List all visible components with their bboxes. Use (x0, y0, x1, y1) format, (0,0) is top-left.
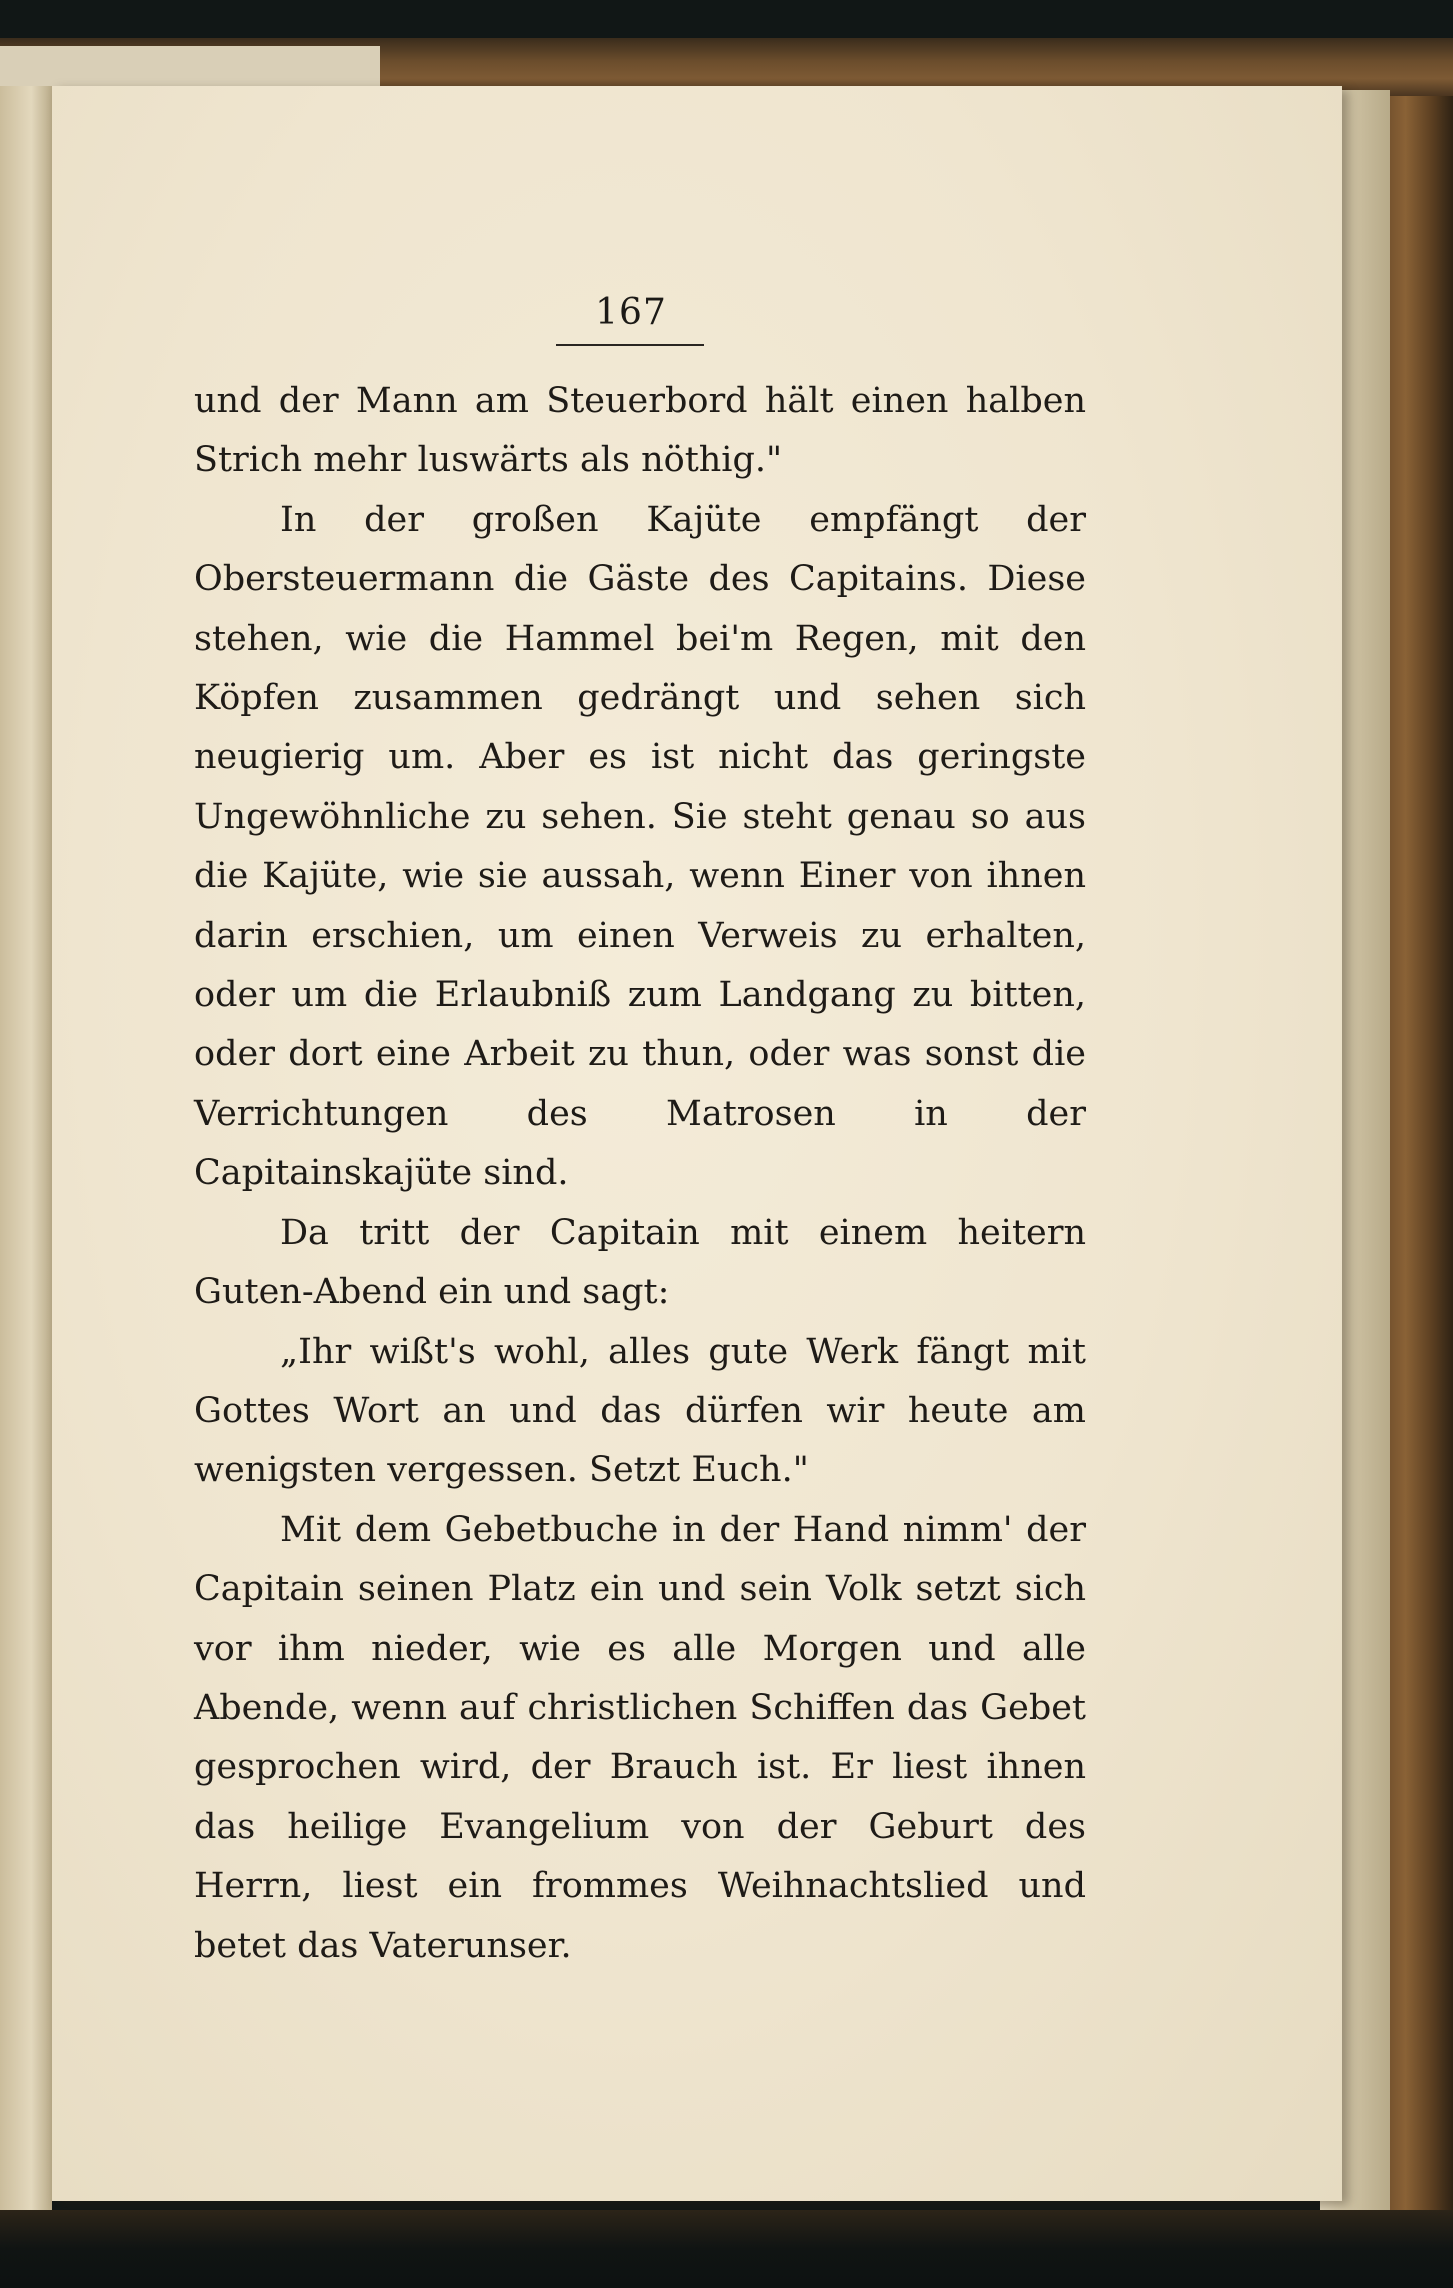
binding-tape (0, 46, 380, 88)
body-text (194, 372, 1086, 1976)
book-cover-edge (1380, 40, 1453, 2240)
paragraph-2: In der großen Kajüte empfängt der Obersteuermann die Gäste des Capitains. Diese stehen, wie die Hammel bei'm Regen, mit den Köpfen zusammen gedrängt und sehen sich neugierig um. Aber es ist nicht das geringste Ungewöhnliche zu sehen. Sie steht genau so aus die Kajüte, wie sie aussah, wenn Einer von ihnen darin erschien, um einen Verweis zu erhalten, oder um die Erlaubniß zum Landgang zu bitten, oder dort eine Arbeit zu thun, oder was sonst die Verrichtungen des Matrosen in der Capitainskajüte sind. (194, 499, 1086, 1194)
page-number-rule (556, 344, 704, 346)
book-bottom-edge (0, 2210, 1453, 2288)
paragraph-1: und der Mann am Steuerbord hält einen halben Strich mehr luswärts als nöthig." (194, 381, 1086, 481)
facing-page-strip (0, 86, 52, 2216)
paragraph-3: Da tritt der Capitain mit einem heitern Guten-Abend ein und sagt: (194, 1212, 1086, 1313)
paragraph-5: Mit dem Gebetbuche in der Hand nimm' der Capitain seinen Platz ein und sein Volk setzt sich vor ihm nieder, wie es alle Morgen und alle Abende, wenn auf christlichen Schiffen das Gebet gesprochen wird, der Brauch ist. Er liest ihnen das heilige Evangelium von der Geburt des Herrn, liest ein frommes Weihnachtslied und betet das Vaterunser. (194, 1509, 1086, 1966)
page-number: 167 (595, 292, 667, 333)
paragraph-4: „Ihr wißt's wohl, alles gute Werk fängt mit Gottes Wort an und das dürfen wir heute am wenigsten vergessen. Setzt Euch." (194, 1331, 1086, 1491)
